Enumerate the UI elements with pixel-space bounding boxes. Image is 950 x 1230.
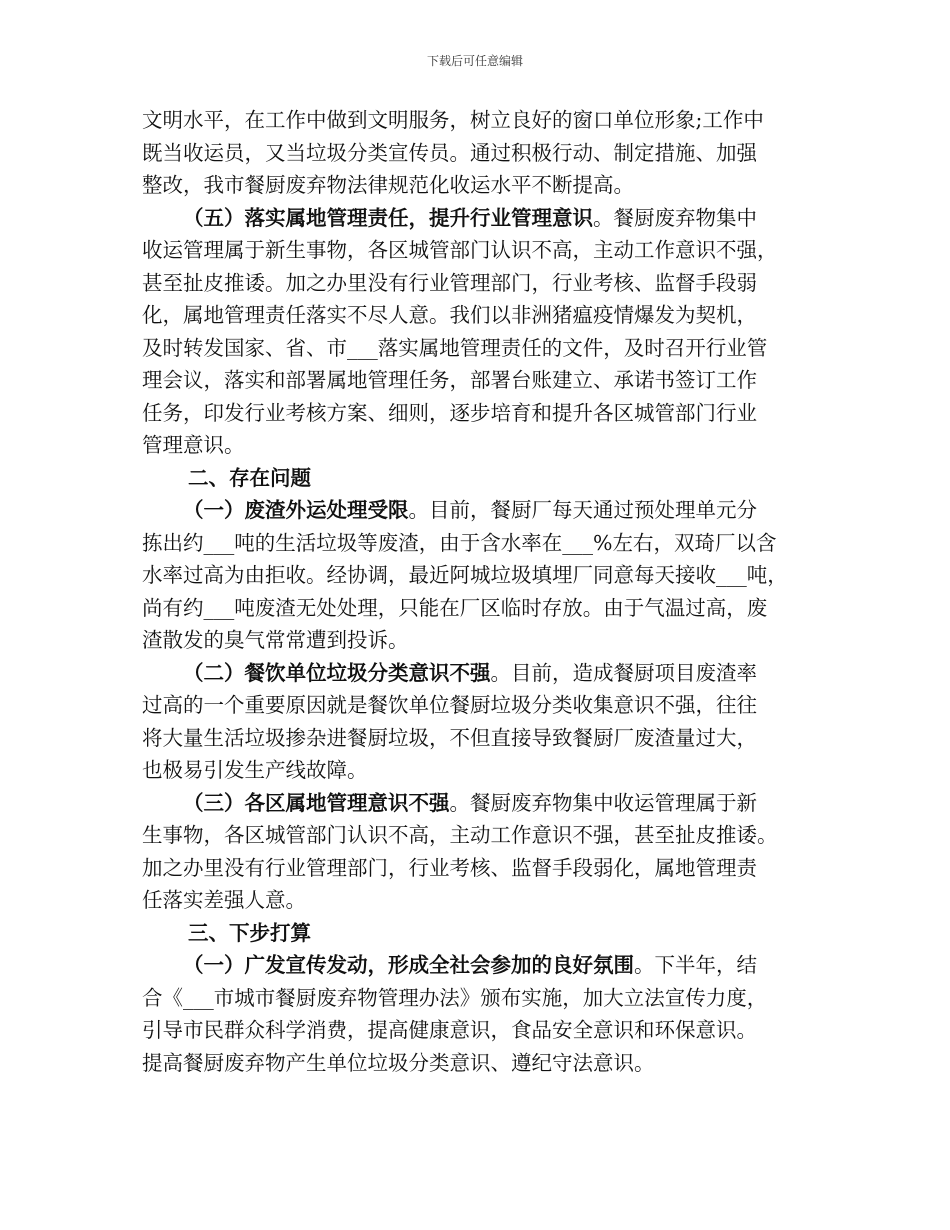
paragraph-heading-1 <box>142 494 814 527</box>
text-line-17 <box>142 624 814 657</box>
section-title: 三、下步打算 <box>188 920 311 945</box>
paragraph-heading-5 <box>142 202 814 235</box>
line-text: 及时转发国家、省、市___落实属地管理责任的文件，及时召开行业管 <box>142 335 768 360</box>
line-text: 拣出约___吨的生活垃圾等废渣，由于含水率在___%左右，双琦厂以含 <box>142 530 777 555</box>
text-line-14 <box>142 527 814 560</box>
document-body <box>142 104 814 1079</box>
line-text: 合《___市城市餐厨废弃物管理办法》颁布实施，加大立法宣传力度， <box>142 985 768 1010</box>
line-text: 引导市民群众科学消费，提高健康意识，食品安全意识和环保意识。 <box>142 1018 757 1042</box>
text-line-24 <box>142 852 814 885</box>
line-text: 过高的一个重要原因就是餐饮单位餐厨垃圾分类收集意识不强，往往 <box>142 693 757 717</box>
text-line-5 <box>142 234 814 267</box>
text-line-9 <box>142 364 814 397</box>
text-line-25 <box>142 884 814 917</box>
text-line-10 <box>142 397 814 430</box>
section-heading-3 <box>142 917 814 950</box>
text-line-16 <box>142 592 814 625</box>
line-text: 将大量生活垃圾掺杂进餐厨垃圾，不但直接导致餐厨厂废渣量过大， <box>142 725 757 750</box>
line-text: 收运管理属于新生事物，各区城管部门认识不高，主动工作意识不强， <box>142 238 778 262</box>
line-text: 尚有约___吨废渣无处处理，只能在厂区临时存放。由于气温过高，废 <box>142 595 768 620</box>
line-text: 整改，我市餐厨废弃物法律规范化收运水平不断提高。 <box>142 173 634 197</box>
bold-heading: （三）各区属地管理意识不强 <box>183 790 450 815</box>
line-text: 。目前，造成餐厨项目废渣率 <box>490 660 757 685</box>
text-line-3 <box>142 169 814 202</box>
text-line-6 <box>142 267 814 300</box>
text-line-21 <box>142 754 814 787</box>
text-line-20 <box>142 722 814 755</box>
line-text: 化，属地管理责任落实不尽人意。我们以非洲猪瘟疫情爆发为契机， <box>142 303 757 327</box>
line-text: 理会议，落实和部署属地管理任务，部署台账建立、承诺书签订工作 <box>142 368 757 392</box>
line-text: 任务，印发行业考核方案、细则，逐步培育和提升各区城管部门行业 <box>142 400 757 425</box>
bold-heading: （二）餐饮单位垃圾分类意识不强 <box>183 660 491 685</box>
line-text: 管理意识。 <box>142 433 245 457</box>
text-line-23 <box>142 819 814 852</box>
line-text: 提高餐厨废弃物产生单位垃圾分类意识、遵纪守法意识。 <box>142 1050 655 1075</box>
text-line-28 <box>142 982 814 1015</box>
text-line-19 <box>142 689 814 722</box>
paragraph-heading-1b <box>142 949 814 982</box>
section-title: 二、存在问题 <box>188 465 311 490</box>
bold-heading: （一）废渣外运处理受限 <box>183 498 409 522</box>
line-text: 水率过高为由拒收。经协调，最近阿城垃圾填埋厂同意每天接收___吨， <box>142 563 788 587</box>
text-line-1 <box>142 104 814 137</box>
line-text: 既当收运员，又当垃圾分类宣传员。通过积极行动、制定措施、加强 <box>142 140 757 165</box>
bold-heading: （五）落实属地管理责任，提升行业管理意识 <box>183 205 593 230</box>
text-line-29 <box>142 1014 814 1047</box>
section-heading-2 <box>142 462 814 495</box>
text-line-15 <box>142 559 814 592</box>
line-text: 加之办里没有行业管理部门，行业考核、监督手段弱化，属地管理责 <box>142 855 757 880</box>
line-text: 也极易引发生产线故障。 <box>142 758 368 782</box>
text-line-2 <box>142 137 814 170</box>
line-text: 渣散发的臭气常常遭到投诉。 <box>142 628 409 652</box>
line-text: 生事物，各区城管部门认识不高，主动工作意识不强，甚至扯皮推诿。 <box>142 823 778 847</box>
text-line-30 <box>142 1047 814 1080</box>
page-header: 下载后可任意编辑 <box>426 54 523 68</box>
line-text: 甚至扯皮推诿。加之办里没有行业管理部门，行业考核、监督手段弱 <box>142 270 757 295</box>
line-text: 。餐厨废弃物集中收运管理属于新 <box>449 790 757 815</box>
line-text: 。下半年，结 <box>634 953 757 977</box>
text-line-7 <box>142 299 814 332</box>
line-text: 。餐厨废弃物集中 <box>593 205 757 230</box>
text-line-11 <box>142 429 814 462</box>
paragraph-heading-2 <box>142 657 814 690</box>
line-text: 任落实差强人意。 <box>142 888 306 912</box>
text-line-8 <box>142 332 814 365</box>
line-text: 文明水平，在工作中做到文明服务，树立良好的窗口单位形象;工作中 <box>142 108 764 132</box>
bold-heading: （一）广发宣传发动，形成全社会参加的良好氛围 <box>183 953 634 977</box>
paragraph-heading-3 <box>142 787 814 820</box>
line-text: 。目前，餐厨厂每天通过预处理单元分 <box>408 498 757 522</box>
